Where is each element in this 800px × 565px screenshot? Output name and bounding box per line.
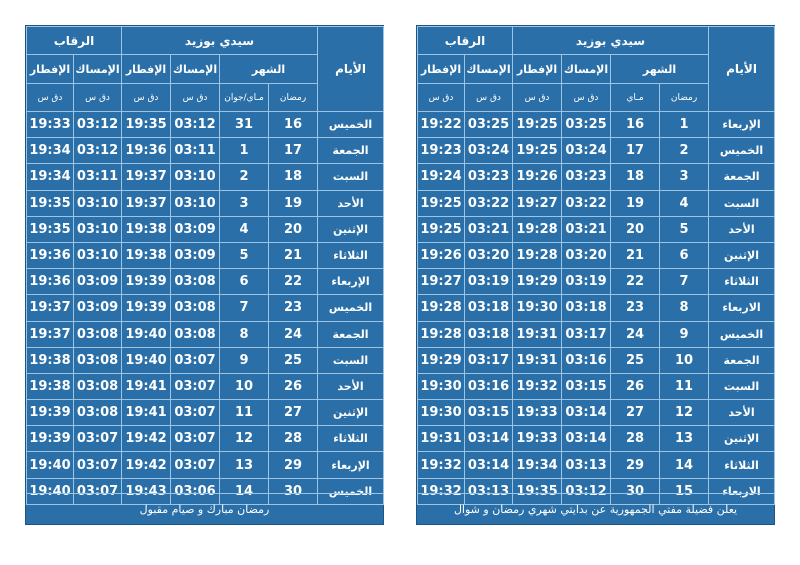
ramadan-day: 9	[660, 321, 709, 347]
gregorian-day: 23	[611, 295, 660, 321]
day-name: الإثنين	[318, 400, 384, 426]
gregorian-day: 28	[611, 426, 660, 452]
region-b-imsak-time: 03:19	[465, 269, 513, 295]
day-name: السبت	[709, 190, 775, 216]
region-b-iftar-time: 19:22	[418, 112, 465, 138]
ramadan-day: 25	[269, 347, 318, 373]
day-name: الأحد	[318, 373, 384, 399]
ramadan-day: 18	[269, 164, 318, 190]
region-b-imsak-time: 03:07	[74, 452, 122, 478]
ramadan-day: 17	[269, 138, 318, 164]
region-a-imsak-time: 03:09	[171, 216, 220, 242]
region-a-iftar-time: 19:28	[513, 242, 562, 268]
ramadan-day: 29	[269, 452, 318, 478]
month-header: الشهر	[220, 55, 318, 84]
region-b-iftar-time: 19:26	[418, 242, 465, 268]
region-b-imsak-time: 03:15	[465, 400, 513, 426]
ramadan-day: 3	[660, 164, 709, 190]
region-a-imsak-time: 03:20	[562, 242, 611, 268]
gregorian-day: 17	[611, 138, 660, 164]
right-footer-note: يعلن فضيلة مفتي الجمهورية عن بدايتي شهري رمضان و شوال	[417, 493, 774, 524]
table-row	[418, 295, 775, 321]
ramadan-day: 14	[660, 452, 709, 478]
region-a-iftar-time: 19:41	[122, 400, 171, 426]
region-a-iftar-time: 19:39	[122, 295, 171, 321]
table-row	[418, 321, 775, 347]
day-name: الإثنين	[318, 216, 384, 242]
table-row	[27, 269, 384, 295]
gregorian-day: 5	[220, 242, 269, 268]
region-a-imsak-time: 03:19	[562, 269, 611, 295]
table-row	[27, 400, 384, 426]
table-row	[27, 373, 384, 399]
ramadan-day: 13	[660, 426, 709, 452]
gregorian-day: 27	[611, 400, 660, 426]
ramadan-day: 21	[269, 242, 318, 268]
region-a-imsak-time: 03:24	[562, 138, 611, 164]
gregorian-day: 6	[220, 269, 269, 295]
gregorian-day: 19	[611, 190, 660, 216]
unit-label: دق س	[122, 84, 171, 112]
region-b-iftar-time: 19:27	[418, 269, 465, 295]
ramadan-day: 2	[660, 138, 709, 164]
region-b-iftar-time: 19:38	[27, 347, 74, 373]
region-a-imsak-time: 03:07	[171, 452, 220, 478]
gregorian-day: 14	[220, 478, 269, 504]
gregorian-subheader: مـاي	[611, 84, 660, 112]
gregorian-day: 2	[220, 164, 269, 190]
region-a-imsak-time: 03:07	[171, 426, 220, 452]
table-row	[27, 164, 384, 190]
unit-label: دق س	[465, 84, 513, 112]
day-name: الثلاثاء	[318, 426, 384, 452]
region-a-iftar-header: الإفطار	[513, 55, 562, 84]
region-a-iftar-time: 19:43	[122, 478, 171, 504]
table-row	[27, 452, 384, 478]
day-name: الجمعة	[709, 164, 775, 190]
region-b-imsak-time: 03:12	[74, 138, 122, 164]
region-b-imsak-time: 03:08	[74, 321, 122, 347]
left-timetable-panel	[25, 25, 384, 525]
day-name: الإربعاء	[318, 269, 384, 295]
region-a-iftar-time: 19:36	[122, 138, 171, 164]
region-b-iftar-time: 19:28	[418, 295, 465, 321]
unit-label: دق س	[513, 84, 562, 112]
gregorian-day: 12	[220, 426, 269, 452]
ramadan-day: 7	[660, 269, 709, 295]
region-a-header: سيدي بوزيد	[513, 27, 709, 55]
region-a-iftar-time: 19:37	[122, 164, 171, 190]
gregorian-day: 7	[220, 295, 269, 321]
region-b-imsak-time: 03:14	[465, 452, 513, 478]
region-b-imsak-time: 03:10	[74, 242, 122, 268]
table-row	[27, 190, 384, 216]
region-b-imsak-time: 03:25	[465, 112, 513, 138]
table-row	[418, 190, 775, 216]
region-b-iftar-time: 19:33	[27, 112, 74, 138]
region-a-iftar-time: 19:35	[122, 112, 171, 138]
day-name: الإربعاء	[709, 112, 775, 138]
region-b-iftar-time: 19:34	[27, 138, 74, 164]
gregorian-day: 18	[611, 164, 660, 190]
region-a-iftar-time: 19:31	[513, 347, 562, 373]
region-b-imsak-time: 03:21	[465, 216, 513, 242]
region-b-imsak-time: 03:07	[74, 478, 122, 504]
unit-label: دق س	[27, 84, 74, 112]
ramadan-day: 16	[269, 112, 318, 138]
gregorian-day: 13	[220, 452, 269, 478]
ramadan-day: 28	[269, 426, 318, 452]
region-a-imsak-time: 03:07	[171, 400, 220, 426]
day-name: الإثنين	[709, 242, 775, 268]
unit-label: دق س	[74, 84, 122, 112]
region-a-iftar-time: 19:40	[122, 347, 171, 373]
region-a-imsak-time: 03:10	[171, 164, 220, 190]
day-name: الجمعة	[318, 138, 384, 164]
region-a-imsak-time: 03:07	[171, 347, 220, 373]
region-a-imsak-time: 03:23	[562, 164, 611, 190]
region-a-iftar-time: 19:28	[513, 216, 562, 242]
ramadan-day: 24	[269, 321, 318, 347]
region-a-iftar-time: 19:34	[513, 452, 562, 478]
table-row	[27, 295, 384, 321]
unit-label: دق س	[418, 84, 465, 112]
ramadan-day: 26	[269, 373, 318, 399]
region-a-iftar-time: 19:33	[513, 400, 562, 426]
table-row	[418, 347, 775, 373]
table-row	[418, 216, 775, 242]
table-row	[418, 269, 775, 295]
table-row	[27, 426, 384, 452]
region-a-imsak-time: 03:08	[171, 321, 220, 347]
gregorian-day: 30	[611, 478, 660, 504]
region-a-iftar-time: 19:30	[513, 295, 562, 321]
region-a-iftar-time: 19:29	[513, 269, 562, 295]
region-b-imsak-time: 03:24	[465, 138, 513, 164]
table-row	[418, 400, 775, 426]
region-b-imsak-time: 03:22	[465, 190, 513, 216]
gregorian-day: 10	[220, 373, 269, 399]
region-b-iftar-time: 19:24	[418, 164, 465, 190]
ramadan-day: 19	[269, 190, 318, 216]
day-name: الأحد	[709, 216, 775, 242]
month-header: الشهر	[611, 55, 709, 84]
ramadan-day: 8	[660, 295, 709, 321]
region-b-imsak-time: 03:14	[465, 426, 513, 452]
region-b-imsak-header: الإمساك	[74, 55, 122, 84]
region-b-iftar-time: 19:35	[27, 190, 74, 216]
day-name: الثلاثاء	[709, 452, 775, 478]
region-b-iftar-time: 19:38	[27, 373, 74, 399]
region-a-imsak-time: 03:21	[562, 216, 611, 242]
region-a-header: سيدي بوزيد	[122, 27, 318, 55]
table-row	[27, 112, 384, 138]
day-name: الثلاثاء	[318, 242, 384, 268]
region-b-iftar-time: 19:34	[27, 164, 74, 190]
region-b-iftar-time: 19:25	[418, 190, 465, 216]
region-b-imsak-time: 03:17	[465, 347, 513, 373]
region-b-imsak-time: 03:12	[74, 112, 122, 138]
region-a-imsak-time: 03:17	[562, 321, 611, 347]
left-timetable	[26, 26, 384, 505]
region-b-imsak-time: 03:11	[74, 164, 122, 190]
region-b-iftar-time: 19:37	[27, 295, 74, 321]
day-name: الجمعة	[709, 347, 775, 373]
day-name: الإثنين	[709, 426, 775, 452]
gregorian-day: 22	[611, 269, 660, 295]
ramadan-day: 11	[660, 373, 709, 399]
region-a-iftar-time: 19:39	[122, 269, 171, 295]
ramadan-subheader: رمضان	[660, 84, 709, 112]
region-b-iftar-time: 19:39	[27, 426, 74, 452]
ramadan-day: 20	[269, 216, 318, 242]
table-row	[27, 321, 384, 347]
region-a-iftar-time: 19:38	[122, 242, 171, 268]
region-b-header: الرقاب	[27, 27, 122, 55]
table-row	[418, 426, 775, 452]
table-row	[27, 347, 384, 373]
region-b-iftar-time: 19:32	[418, 478, 465, 504]
region-b-imsak-time: 03:18	[465, 295, 513, 321]
region-b-iftar-time: 19:36	[27, 242, 74, 268]
region-b-iftar-time: 19:30	[418, 373, 465, 399]
day-name: الخميس	[318, 295, 384, 321]
table-row	[27, 216, 384, 242]
day-name: السبت	[709, 373, 775, 399]
region-b-imsak-time: 03:18	[465, 321, 513, 347]
ramadan-day: 1	[660, 112, 709, 138]
ramadan-day: 4	[660, 190, 709, 216]
region-b-imsak-time: 03:16	[465, 373, 513, 399]
region-a-imsak-header: الإمساك	[171, 55, 220, 84]
day-name: الاربعاء	[709, 295, 775, 321]
region-a-iftar-time: 19:40	[122, 321, 171, 347]
region-b-iftar-time: 19:35	[27, 216, 74, 242]
gregorian-day: 8	[220, 321, 269, 347]
day-name: الجمعة	[318, 321, 384, 347]
region-a-imsak-time: 03:22	[562, 190, 611, 216]
day-name: الخميس	[318, 478, 384, 504]
region-a-iftar-time: 19:41	[122, 373, 171, 399]
ramadan-day: 10	[660, 347, 709, 373]
region-a-iftar-time: 19:32	[513, 373, 562, 399]
region-a-imsak-time: 03:06	[171, 478, 220, 504]
day-name: الأحد	[709, 400, 775, 426]
region-b-iftar-time: 19:40	[27, 478, 74, 504]
ramadan-day: 5	[660, 216, 709, 242]
region-b-iftar-time: 19:40	[27, 452, 74, 478]
right-timetable	[417, 26, 775, 505]
region-b-imsak-time: 03:09	[74, 295, 122, 321]
gregorian-day: 11	[220, 400, 269, 426]
region-b-iftar-time: 19:30	[418, 400, 465, 426]
region-a-imsak-time: 03:09	[171, 242, 220, 268]
table-row	[418, 112, 775, 138]
days-header: الأيام	[709, 27, 775, 112]
region-a-imsak-time: 03:18	[562, 295, 611, 321]
region-b-iftar-time: 19:39	[27, 400, 74, 426]
ramadan-day: 23	[269, 295, 318, 321]
gregorian-day: 31	[220, 112, 269, 138]
region-b-imsak-time: 03:10	[74, 216, 122, 242]
region-a-imsak-time: 03:14	[562, 426, 611, 452]
table-row	[418, 242, 775, 268]
ramadan-day: 15	[660, 478, 709, 504]
ramadan-day: 27	[269, 400, 318, 426]
region-b-iftar-time: 19:25	[418, 216, 465, 242]
days-header: الأيام	[318, 27, 384, 112]
table-row	[418, 452, 775, 478]
day-name: الأحد	[318, 190, 384, 216]
unit-label: دق س	[562, 84, 611, 112]
table-row	[27, 242, 384, 268]
day-name: الإربعاء	[318, 452, 384, 478]
region-b-iftar-time: 19:31	[418, 426, 465, 452]
region-a-imsak-time: 03:12	[171, 112, 220, 138]
region-b-iftar-time: 19:23	[418, 138, 465, 164]
region-a-iftar-time: 19:37	[122, 190, 171, 216]
region-b-imsak-header: الإمساك	[465, 55, 513, 84]
region-a-iftar-header: الإفطار	[122, 55, 171, 84]
region-a-imsak-time: 03:13	[562, 452, 611, 478]
region-b-imsak-time: 03:10	[74, 190, 122, 216]
region-a-iftar-time: 19:42	[122, 452, 171, 478]
gregorian-subheader: مـاي/جوان	[220, 84, 269, 112]
gregorian-day: 21	[611, 242, 660, 268]
day-name: الخميس	[318, 112, 384, 138]
region-b-imsak-time: 03:09	[74, 269, 122, 295]
day-name: السبت	[318, 347, 384, 373]
region-a-iftar-time: 19:26	[513, 164, 562, 190]
gregorian-day: 29	[611, 452, 660, 478]
region-b-iftar-header: الإفطار	[27, 55, 74, 84]
region-a-iftar-time: 19:25	[513, 112, 562, 138]
region-a-imsak-time: 03:15	[562, 373, 611, 399]
region-b-imsak-time: 03:08	[74, 373, 122, 399]
region-a-iftar-time: 19:42	[122, 426, 171, 452]
gregorian-day: 25	[611, 347, 660, 373]
table-row	[418, 373, 775, 399]
region-b-iftar-time: 19:36	[27, 269, 74, 295]
region-a-iftar-time: 19:35	[513, 478, 562, 504]
day-name: الثلاثاء	[709, 269, 775, 295]
region-a-iftar-time: 19:25	[513, 138, 562, 164]
region-a-imsak-time: 03:08	[171, 295, 220, 321]
region-a-imsak-time: 03:08	[171, 269, 220, 295]
region-b-iftar-header: الإفطار	[418, 55, 465, 84]
region-b-imsak-time: 03:08	[74, 400, 122, 426]
region-a-iftar-time: 19:33	[513, 426, 562, 452]
ramadan-day: 6	[660, 242, 709, 268]
region-a-imsak-time: 03:25	[562, 112, 611, 138]
ramadan-day: 22	[269, 269, 318, 295]
gregorian-day: 4	[220, 216, 269, 242]
gregorian-day: 26	[611, 373, 660, 399]
region-b-header: الرقاب	[418, 27, 513, 55]
left-footer-note: رمضان مبارك و صيام مقبول	[26, 493, 383, 524]
region-b-imsak-time: 03:08	[74, 347, 122, 373]
region-a-iftar-time: 19:38	[122, 216, 171, 242]
day-name: الخميس	[709, 138, 775, 164]
gregorian-day: 9	[220, 347, 269, 373]
ramadan-subheader: رمضان	[269, 84, 318, 112]
day-name: السبت	[318, 164, 384, 190]
region-b-iftar-time: 19:37	[27, 321, 74, 347]
ramadan-day: 12	[660, 400, 709, 426]
region-a-imsak-header: الإمساك	[562, 55, 611, 84]
table-row	[27, 138, 384, 164]
ramadan-day: 30	[269, 478, 318, 504]
region-a-imsak-time: 03:14	[562, 400, 611, 426]
table-row	[418, 138, 775, 164]
day-name: الخميس	[709, 321, 775, 347]
region-b-imsak-time: 03:20	[465, 242, 513, 268]
region-b-iftar-time: 19:32	[418, 452, 465, 478]
region-b-imsak-time: 03:23	[465, 164, 513, 190]
region-a-imsak-time: 03:12	[562, 478, 611, 504]
day-name: الاربعاء	[709, 478, 775, 504]
gregorian-day: 20	[611, 216, 660, 242]
region-b-imsak-time: 03:13	[465, 478, 513, 504]
gregorian-day: 1	[220, 138, 269, 164]
region-a-imsak-time: 03:07	[171, 373, 220, 399]
gregorian-day: 24	[611, 321, 660, 347]
table-row	[418, 164, 775, 190]
region-a-imsak-time: 03:16	[562, 347, 611, 373]
region-a-imsak-time: 03:11	[171, 138, 220, 164]
region-b-iftar-time: 19:29	[418, 347, 465, 373]
gregorian-day: 16	[611, 112, 660, 138]
region-b-iftar-time: 19:28	[418, 321, 465, 347]
region-a-iftar-time: 19:27	[513, 190, 562, 216]
unit-label: دق س	[171, 84, 220, 112]
region-a-imsak-time: 03:10	[171, 190, 220, 216]
region-b-imsak-time: 03:07	[74, 426, 122, 452]
gregorian-day: 3	[220, 190, 269, 216]
region-a-iftar-time: 19:31	[513, 321, 562, 347]
right-timetable-panel	[416, 25, 775, 525]
